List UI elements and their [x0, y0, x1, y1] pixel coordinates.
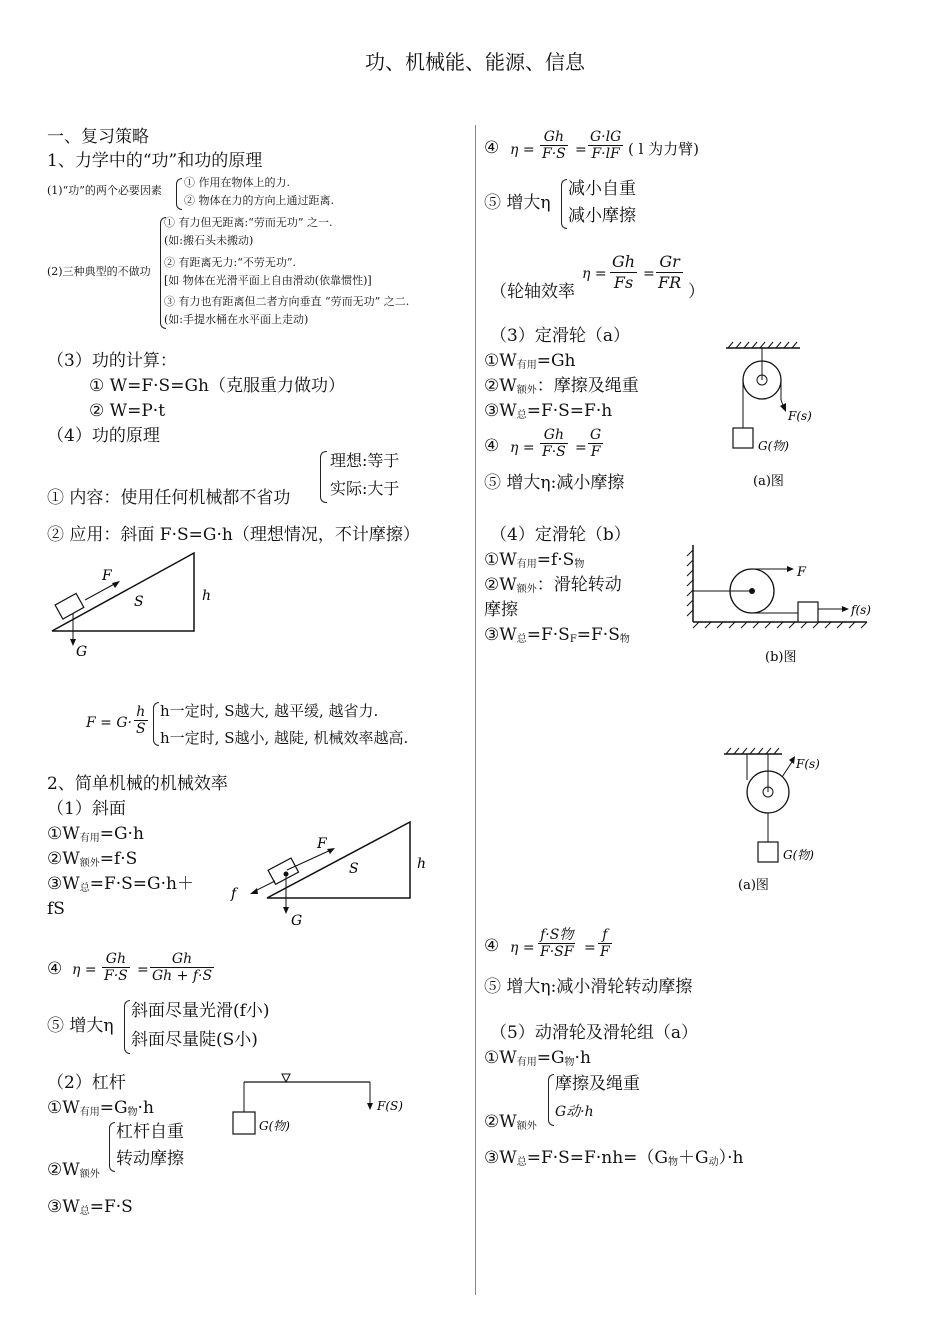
incline-diagram — [40, 548, 240, 668]
movable-total: $③W_总=F\cdot S=F\cdot nh=(G_物+G_动)\cdot h$ — [484, 1148, 744, 1168]
brace — [124, 1000, 130, 1054]
no-work-2: ② 有距离无力:“不劳无功”. — [164, 256, 296, 269]
ideal-text: 理想:等于 — [330, 451, 400, 470]
lever-eta-label: ④ — [484, 138, 500, 158]
subheading-efficiency: 2、简单机械的机械效率 — [47, 774, 228, 794]
fraction: $\frac{Gh}{F\cdot S}$ — [542, 427, 566, 460]
calc-2: ② W=P·t — [89, 401, 166, 421]
page-title: 功、机械能、能源、信息 — [365, 50, 585, 74]
movable-extra-1: 摩擦及绳重 — [555, 1074, 640, 1094]
distance-label: S — [349, 861, 359, 877]
lever-title: （2）杠杆 — [47, 1073, 126, 1093]
incline-title: （1）斜面 — [47, 799, 126, 819]
figure-caption: (b)图 — [765, 650, 797, 665]
no-work-1-example: (如:搬石头未搬动) — [164, 234, 254, 247]
brace — [320, 451, 327, 503]
lever-total: $③W_总=F\cdot S$ — [47, 1197, 133, 1217]
eta-symbol: η = — [510, 142, 535, 158]
weight-label: G(物) — [783, 848, 814, 862]
formula-line-2: h一定时, S越小, 越陡, 机械效率越高. — [160, 729, 409, 747]
fixed-a-extra: $②W_{额外}$：摩擦及绳重 — [484, 376, 639, 396]
fraction: $\frac{G}{F}$ — [590, 427, 602, 460]
fraction: $\frac{Gh}{F\cdot S}$ — [542, 129, 566, 162]
brace — [153, 702, 159, 746]
lever-extra-1: 杠杆自重 — [116, 1122, 184, 1142]
incline-total-cont: fS — [47, 899, 65, 919]
calc-title: （3）功的计算： — [47, 351, 177, 371]
fixed-b-useful: $①W_{有用}=f\cdot S_物$ — [484, 550, 585, 570]
brace — [109, 1122, 115, 1172]
figure-caption: (a)图 — [738, 878, 769, 893]
fixed-b-increase: ⑤ 增大η:减小滑轮转动摩擦 — [484, 977, 693, 997]
movable-extra-2: G动·h — [555, 1104, 594, 1120]
fraction: f·S物 F·SF — [540, 927, 574, 960]
equals: = — [643, 266, 655, 282]
section-heading-1: 一、复习策略 — [47, 127, 149, 147]
fraction: $\frac{G\cdot lG}{F\cdot lF}$ — [590, 129, 622, 162]
fixed-a-useful: $①W_{有用}=Gh$ — [484, 351, 576, 371]
lever-arm-note: ( l 为力臂) — [628, 140, 700, 158]
force-label: F — [102, 568, 112, 584]
force-label: F(s) — [796, 757, 820, 771]
increase-2: 斜面尽量陡(S小) — [131, 1030, 258, 1050]
equals: = — [137, 962, 149, 978]
lever-useful: $①W_{有用}=G_物\cdot h$ — [47, 1098, 154, 1118]
brace — [548, 1074, 554, 1126]
fixed-b-extra-cont: 摩擦 — [484, 600, 518, 620]
distance-label: S — [134, 594, 144, 610]
fraction: $\frac{Gh}{F\cdot S}$ — [104, 951, 128, 984]
factor-2: ② 物体在力的方向上通过距离. — [184, 194, 334, 207]
lever-increase-label: ⑤ 增大η — [484, 193, 551, 213]
fixed-a-increase: ⑤ 增大η:减小摩擦 — [484, 473, 625, 493]
fraction: $\frac{Gh}{Fs}$ — [612, 252, 636, 292]
no-work-label: (2)三种典型的不做功 — [47, 265, 151, 278]
no-work-1: ① 有力但无距离:“劳而无功” 之一. — [164, 216, 333, 229]
gravity-label: G — [76, 644, 88, 660]
increase-1: 斜面尽量光滑(f小) — [131, 1001, 270, 1021]
fraction: $\frac{f}{F}$ — [600, 927, 610, 960]
calc-1: ① W=F·S=Gh（克服重力做功） — [89, 376, 345, 396]
no-work-2-example: [如 物体在光滑平面上自由滑动(依靠惯性)] — [164, 274, 372, 287]
incline-increase-label: ⑤ 增大η — [47, 1016, 114, 1036]
incline-eta-label: ④ — [47, 959, 63, 979]
fixed-a-total: $③W_总=F\cdot S=F\cdot h$ — [484, 401, 613, 421]
lever-increase-2: 减小摩擦 — [568, 206, 636, 226]
friction-label: f — [231, 886, 237, 902]
two-factors-label: (1)“功”的两个必要因素 — [47, 184, 162, 197]
fixed-b-total: $③W_总=F\cdot S_F=F\cdot S_物$ — [484, 625, 630, 645]
brace — [176, 178, 182, 210]
force-label: F(s) — [788, 409, 812, 423]
subheading-work: 1、力学中的“功”和功的原理 — [47, 151, 263, 171]
fixed-b-title: （4）定滑轮（b） — [490, 525, 631, 545]
principle-content: ① 内容：使用任何机械都不省功 — [47, 488, 291, 508]
fixed-a-eta-label: ④ — [484, 436, 500, 456]
height-label: h — [202, 588, 212, 604]
force-label: F — [797, 565, 807, 580]
fraction-h-over-S: $\frac{h}{S}$ — [136, 704, 146, 737]
equals: = — [575, 440, 587, 456]
fraction: $\frac{Gr}{FR}$ — [658, 252, 682, 292]
fixed-pulley-diagram-b — [685, 540, 885, 670]
equals: = — [584, 940, 596, 956]
lever-extra: $②W_{额外}$ — [47, 1160, 100, 1180]
eta-symbol: η = — [510, 940, 535, 956]
actual-text: 实际:大于 — [330, 479, 400, 498]
principle-application: ② 应用：斜面 F·S=G·h（理想情况，不计摩擦） — [47, 525, 420, 545]
column-divider — [475, 125, 476, 1295]
eta-symbol: η = — [510, 440, 535, 456]
factor-1: ① 作用在物体上的力. — [184, 176, 290, 189]
movable-title: （5）动滑轮及滑轮组（a） — [490, 1023, 698, 1043]
fixed-b-extra: $②W_{额外}$：滑轮转动 — [484, 575, 622, 595]
no-work-3-example: (如:手提水桶在水平面上走动) — [164, 313, 309, 326]
gravity-label: G — [291, 913, 303, 929]
weight-label: G(物) — [259, 1119, 290, 1133]
lever-extra-2: 转动摩擦 — [116, 1149, 184, 1169]
incline-friction-diagram — [225, 818, 445, 933]
fixed-pulley-diagram-a — [720, 340, 840, 500]
no-work-3: ③ 有力也有距离但二者方向垂直 “劳而无功” 之二. — [164, 295, 410, 308]
brace — [561, 179, 567, 229]
fixed-pulley-diagram-a2 — [720, 742, 840, 902]
wheel-axle-close: ） — [688, 282, 705, 302]
eta-symbol: η = — [582, 266, 607, 282]
incline-useful: $①W_{有用}=G\cdot h$ — [47, 824, 144, 844]
figure-caption: (a)图 — [753, 474, 784, 489]
force-label: F — [317, 836, 327, 852]
movable-extra: $②W_{额外}$ — [484, 1112, 537, 1132]
equals: = — [575, 142, 587, 158]
wheel-axle-label: （轮轴效率 — [490, 282, 575, 302]
incline-total: $③W_总=F\cdot S=G\cdot h+$ — [47, 874, 194, 894]
friction-label: f(s) — [851, 603, 871, 617]
formula-F: F = G· — [86, 715, 132, 731]
fixed-b-eta-label: ④ — [484, 936, 500, 956]
force-label: F(S) — [377, 1099, 403, 1113]
incline-extra: $②W_{额外}=f\cdot S$ — [47, 849, 138, 869]
movable-useful: $①W_{有用}=G_物\cdot h$ — [484, 1048, 591, 1068]
lever-diagram — [230, 1070, 430, 1150]
fraction: $\frac{Gh}{Gh + f\cdot S}$ — [152, 951, 213, 984]
principle-title: （4）功的原理 — [47, 426, 160, 446]
formula-line-1: h一定时, S越大, 越平缓, 越省力. — [160, 702, 379, 720]
height-label: h — [417, 856, 427, 872]
lever-increase-1: 减小自重 — [568, 179, 636, 199]
fixed-a-title: （3）定滑轮（a） — [490, 326, 630, 346]
eta-symbol: η = — [72, 962, 97, 978]
weight-label: G(物) — [758, 439, 789, 453]
